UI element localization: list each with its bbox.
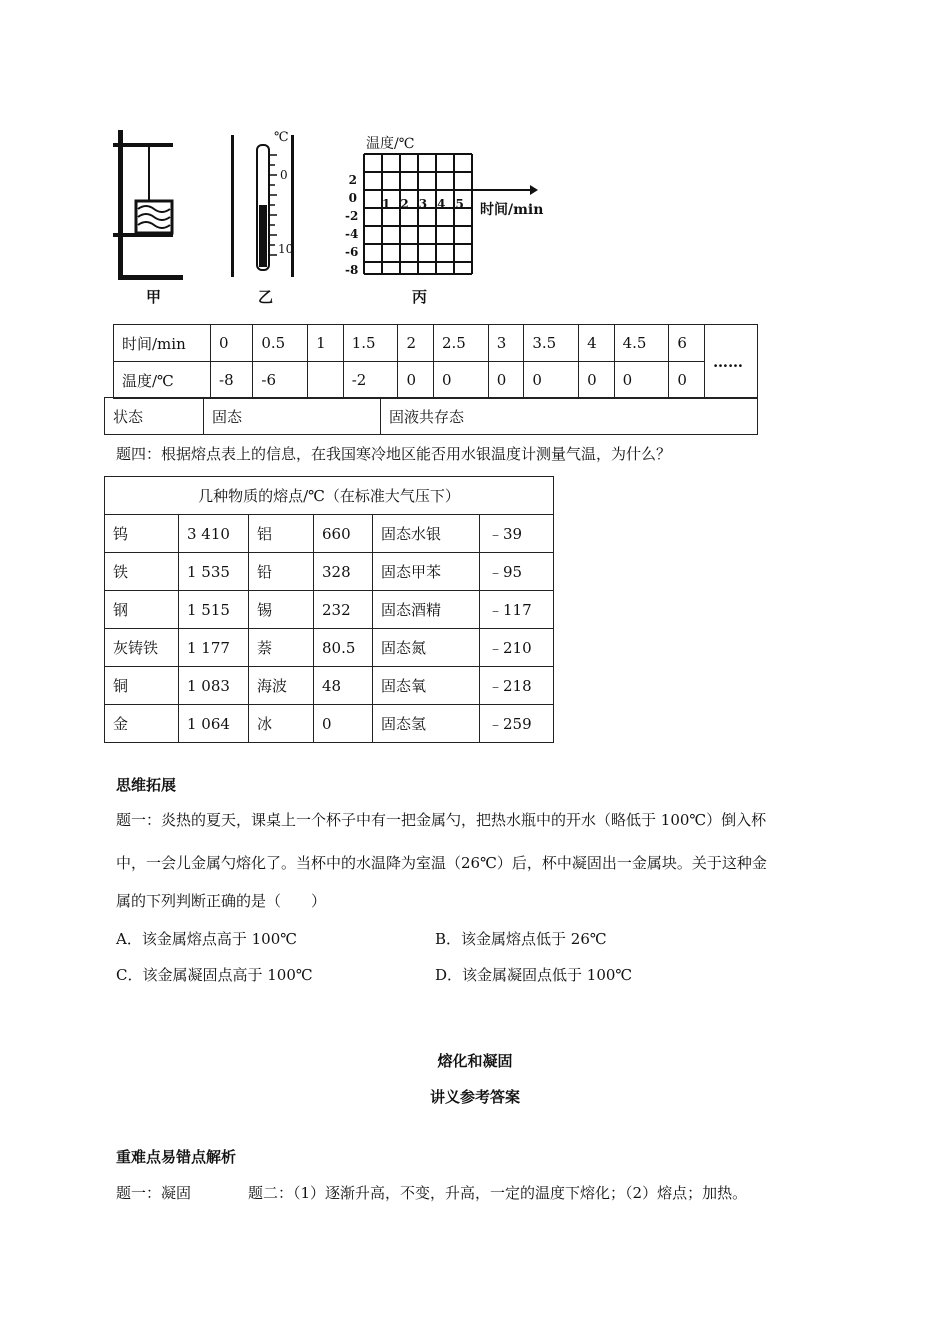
table-row — [105, 477, 554, 515]
table-row — [105, 515, 554, 553]
table-cell: 0 — [614, 362, 669, 399]
table-cell: 1 083 — [179, 667, 249, 705]
table-cell: 冰 — [249, 705, 314, 743]
graph-x-label: 时间/min — [480, 202, 544, 218]
table-cell: 金 — [105, 705, 179, 743]
table-cell: 铜 — [105, 667, 179, 705]
table-cell: 0.5 — [253, 325, 308, 362]
answers-title: 熔化和凝固 — [437, 1052, 513, 1070]
graph-x-tick: 5 — [455, 197, 464, 211]
table-cell: 4.5 — [614, 325, 669, 362]
thermometer-unit: ℃ — [274, 130, 289, 145]
table-cell: 固态氢 — [373, 705, 480, 743]
state-mixed: 固液共存态 — [381, 398, 758, 435]
table-cell: 0 — [314, 705, 373, 743]
graph-y-tick: -2 — [345, 209, 359, 223]
table-cell: 0 — [211, 325, 253, 362]
table-row — [105, 591, 554, 629]
table-cell: 铝 — [249, 515, 314, 553]
table-cell: ﹣39 — [480, 515, 554, 553]
table-cell: 钢 — [105, 591, 179, 629]
table-caption: 几种物质的熔点/℃（在标准大气压下） — [105, 477, 554, 515]
figure-label-a: 甲 — [146, 288, 162, 306]
thermometer-figure — [225, 130, 305, 280]
extension-question-line: 题一：炎热的夏天，课桌上一个杯子中有一把金属勺，把热水瓶中的开水（略低于 100℃）倒入杯 — [116, 811, 767, 829]
table-cell — [308, 362, 344, 399]
table-row — [105, 553, 554, 591]
table-cell: 3 410 — [179, 515, 249, 553]
table-cell: 0 — [524, 362, 579, 399]
temp-row-label: 温度/℃ — [114, 362, 211, 399]
table-cell: ﹣259 — [480, 705, 554, 743]
option-d: D．该金属凝固点低于 100℃ — [435, 966, 633, 984]
table-row — [105, 398, 758, 435]
graph-y-tick: 2 — [348, 173, 357, 187]
table-cell: 1 — [308, 325, 344, 362]
table-cell: ﹣117 — [480, 591, 554, 629]
table-cell: ﹣95 — [480, 553, 554, 591]
table-cell: 0 — [669, 362, 705, 399]
table-cell: 固态氧 — [373, 667, 480, 705]
table-cell: 2 — [398, 325, 434, 362]
question-four: 题四：根据熔点表上的信息，在我国寒冷地区能否用水银温度计测量气温，为什么？ — [116, 445, 672, 463]
section-heading-analysis: 重难点易错点解析 — [116, 1148, 237, 1166]
state-solid: 固态 — [204, 398, 381, 435]
table-cell: 80.5 — [314, 629, 373, 667]
figure-label-c: 丙 — [412, 288, 428, 306]
table-cell: 固态氮 — [373, 629, 480, 667]
table-cell: 3.5 — [524, 325, 579, 362]
table-cell: 1 064 — [179, 705, 249, 743]
table-cell: 4 — [579, 325, 615, 362]
graph-y-tick: -4 — [345, 227, 359, 241]
section-heading-extension: 思维拓展 — [116, 776, 177, 794]
graph-y-label: 温度/℃ — [366, 136, 415, 152]
table-row — [105, 667, 554, 705]
table-cell: 328 — [314, 553, 373, 591]
graph-x-tick: 2 — [400, 197, 409, 211]
table-cell: 48 — [314, 667, 373, 705]
table-cell: 固态酒精 — [373, 591, 480, 629]
table-cell: 232 — [314, 591, 373, 629]
table-cell: ﹣218 — [480, 667, 554, 705]
table-cell: 海波 — [249, 667, 314, 705]
table-cell: 铅 — [249, 553, 314, 591]
graph-y-tick: 0 — [348, 191, 357, 205]
table-cell: 0 — [579, 362, 615, 399]
graph-x-tick: 4 — [437, 197, 446, 211]
time-row-label: 时间/min — [114, 325, 211, 362]
table-cell: 0 — [434, 362, 489, 399]
table-cell: 灰铸铁 — [105, 629, 179, 667]
state-label: 状态 — [105, 398, 204, 435]
answer-two: 题二：（1）逐渐升高，不变，升高，一定的温度下熔化；（2）熔点；加热。 — [248, 1184, 748, 1202]
option-c: C．该金属凝固点高于 100℃ — [116, 966, 313, 984]
graph-y-tick: -6 — [345, 245, 359, 259]
table-row — [114, 325, 758, 362]
table-cell: 固态甲苯 — [373, 553, 480, 591]
table-cell: -2 — [343, 362, 398, 399]
table-cell: 1 535 — [179, 553, 249, 591]
apparatus-stand-figure — [108, 125, 188, 285]
table-cell: 6 — [669, 325, 705, 362]
time-temperature-table — [113, 324, 758, 399]
option-b: B．该金属熔点低于 26℃ — [435, 930, 607, 948]
thermometer-tick-10: 10 — [278, 242, 294, 256]
figure-label-b: 乙 — [258, 288, 274, 306]
option-a: A．该金属熔点高于 100℃ — [116, 930, 298, 948]
extension-question-line: 属的下列判断正确的是（ ） — [116, 892, 327, 910]
melting-point-table — [104, 476, 554, 743]
answer-one: 题一：凝固 — [116, 1184, 192, 1202]
table-cell: 锡 — [249, 591, 314, 629]
graph-x-tick: 3 — [418, 197, 428, 211]
table-cell: 固态水银 — [373, 515, 480, 553]
table-cell: 1.5 — [343, 325, 398, 362]
table-cell: 2.5 — [434, 325, 489, 362]
table-cell: 1 177 — [179, 629, 249, 667]
table-row — [105, 705, 554, 743]
table-cell: 钨 — [105, 515, 179, 553]
table-cell: 0 — [398, 362, 434, 399]
extension-question-line: 中，一会儿金属勺熔化了。当杯中的水温降为室温（26℃）后，杯中凝固出一金属块。关于这种金 — [116, 854, 767, 872]
table-cell: 铁 — [105, 553, 179, 591]
table-cell: 3 — [488, 325, 524, 362]
table-ellipsis: …… — [705, 325, 758, 399]
thermometer-tick-0: 0 — [280, 168, 288, 182]
table-row — [105, 629, 554, 667]
graph-y-tick: -8 — [345, 263, 359, 277]
graph-x-tick: 1 — [382, 197, 391, 211]
table-cell: 660 — [314, 515, 373, 553]
table-cell: ﹣210 — [480, 629, 554, 667]
answers-subtitle: 讲义参考答案 — [429, 1088, 520, 1106]
table-cell: 萘 — [249, 629, 314, 667]
table-cell: 1 515 — [179, 591, 249, 629]
table-cell: -6 — [253, 362, 308, 399]
table-row — [114, 362, 758, 399]
table-cell: -8 — [211, 362, 253, 399]
table-cell: 0 — [488, 362, 524, 399]
state-table — [104, 397, 758, 435]
